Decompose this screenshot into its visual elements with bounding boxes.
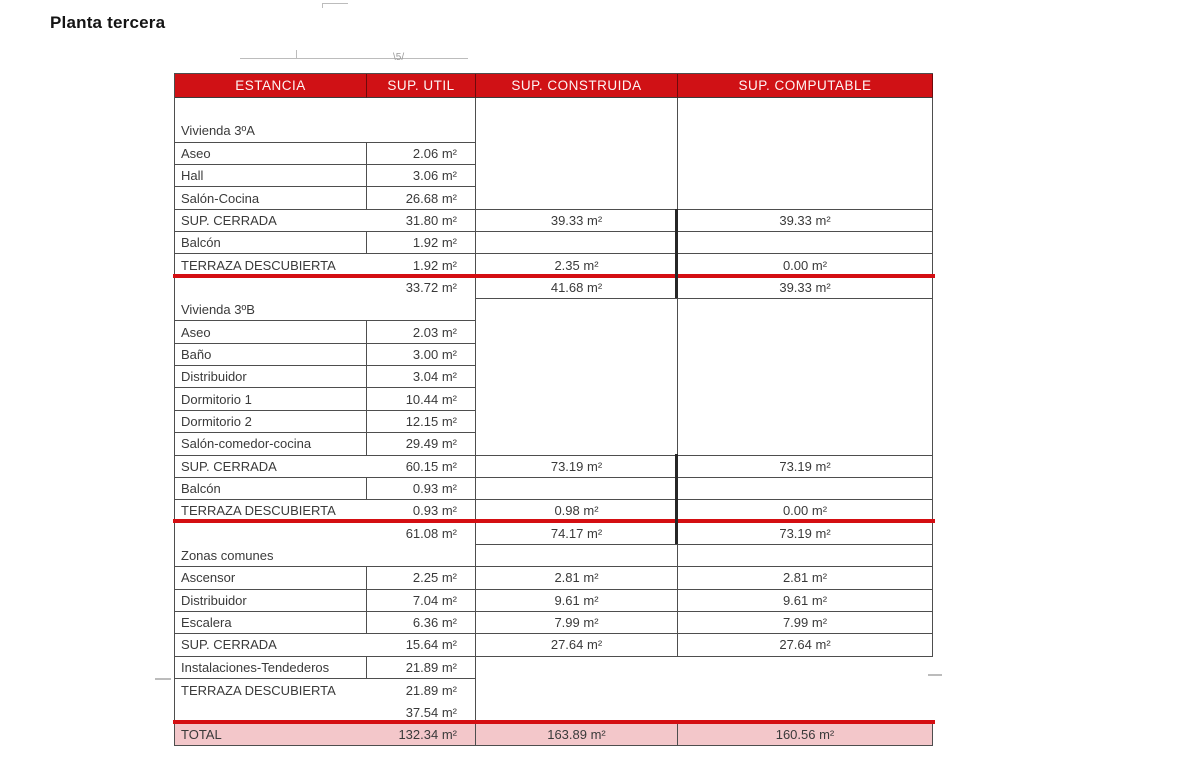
room-label-cell: Escalera <box>175 612 367 634</box>
sup-util-value-cell: 26.68 m² <box>367 187 476 209</box>
row-label: SUP. CERRADA <box>181 458 277 474</box>
section-title: Vivienda 3ºB <box>181 302 255 318</box>
scan-artifact <box>240 58 468 59</box>
sup-util-value-cell: 10.44 m² <box>367 388 476 410</box>
row-label: SUP. CERRADA <box>181 212 277 228</box>
stacked-values <box>406 679 457 724</box>
scan-artifact <box>296 50 297 58</box>
sum-row-cell <box>175 634 476 656</box>
sup-util-value-cell: 1.92 m² <box>367 232 476 254</box>
blank-cell <box>476 545 678 567</box>
scan-artifact: \5/ <box>393 52 405 63</box>
subtotal-and-section-cell <box>175 277 476 322</box>
sup-construida-value-cell: 27.64 m² <box>476 634 678 656</box>
section-title-cell <box>175 98 476 143</box>
column-divider-dark <box>675 454 678 544</box>
room-label-cell: Balcón <box>175 232 367 254</box>
row-label: TERRAZA DESCUBIERTA <box>181 503 336 519</box>
sup-construida-value-cell: 9.61 m² <box>476 590 678 612</box>
total-construida-cell: 163.89 m² <box>476 724 678 746</box>
terraza-tall-cell <box>175 679 476 724</box>
sup-util-value: 15.64 m² <box>405 637 457 653</box>
subtotal-sup-util-value: 33.72 m² <box>405 280 457 296</box>
column-divider-dark <box>675 209 678 298</box>
subtotal-construida-cell: 41.68 m² <box>476 277 678 299</box>
sup-util-value-cell: 12.15 m² <box>367 411 476 433</box>
room-label-cell: Aseo <box>175 321 367 343</box>
blank-cell <box>678 478 933 500</box>
row-label: TERRAZA DESCUBIERTA <box>181 257 336 273</box>
room-label-cell: Baño <box>175 344 367 366</box>
col-header-sup-computable: SUP. COMPUTABLE <box>678 74 933 98</box>
sup-computable-value-cell: 0.00 m² <box>678 500 933 522</box>
sum-row-cell <box>175 210 476 232</box>
room-label-cell: Aseo <box>175 143 367 165</box>
sup-util-value-cell: 29.49 m² <box>367 433 476 455</box>
sup-util-value-cell: 7.04 m² <box>367 590 476 612</box>
sup-util-value: 31.80 m² <box>405 212 457 228</box>
sup-util-value: 0.93 m² <box>412 503 457 519</box>
red-separator-line <box>173 274 935 278</box>
blank-cell <box>678 545 933 567</box>
sup-computable-value-cell: 0.00 m² <box>678 254 933 276</box>
row-label: SUP. CERRADA <box>181 637 277 653</box>
sup-util-value-cell: 3.00 m² <box>367 344 476 366</box>
sup-util-value-cell: 2.03 m² <box>367 321 476 343</box>
total-computable-cell: 160.56 m² <box>678 724 933 746</box>
blank-cell <box>476 478 678 500</box>
room-label-cell: Instalaciones-Tendederos <box>175 657 367 679</box>
total-label: TOTAL <box>181 726 222 742</box>
room-label-cell: Dormitorio 2 <box>175 411 367 433</box>
room-label-cell: Ascensor <box>175 567 367 589</box>
col-header-estancia: ESTANCIA <box>175 74 367 98</box>
blank-cell <box>476 98 678 210</box>
row-label: TERRAZA DESCUBIERTA <box>181 682 336 698</box>
subtotal-sup-util-value: 61.08 m² <box>405 525 457 541</box>
section-title: Vivienda 3ºA <box>181 123 255 139</box>
areas-table <box>174 73 933 746</box>
sup-util-value-cell: 2.06 m² <box>367 143 476 165</box>
sup-construida-value-cell: 39.33 m² <box>476 210 678 232</box>
sup-computable-value-cell: 73.19 m² <box>678 456 933 478</box>
total-row-cell <box>175 724 476 746</box>
open-region-cell <box>476 657 933 724</box>
room-label-cell: Distribuidor <box>175 366 367 388</box>
subtotal-computable-cell: 39.33 m² <box>678 277 933 299</box>
col-header-sup-util: SUP. UTIL <box>367 74 476 98</box>
page-title: Planta tercera <box>50 13 166 32</box>
col-header-sup-construida: SUP. CONSTRUIDA <box>476 74 678 98</box>
sup-computable-value-cell: 7.99 m² <box>678 612 933 634</box>
sup-util-value: 60.15 m² <box>405 458 457 474</box>
room-label-cell: Hall <box>175 165 367 187</box>
sup-computable-value-cell: 9.61 m² <box>678 590 933 612</box>
room-label-cell: Salón-Cocina <box>175 187 367 209</box>
sup-util-value-cell: 6.36 m² <box>367 612 476 634</box>
room-label-cell: Balcón <box>175 478 367 500</box>
sup-construida-value-cell: 0.98 m² <box>476 500 678 522</box>
blank-cell <box>678 299 933 455</box>
sup-util-value-cell: 3.06 m² <box>367 165 476 187</box>
sup-util-value: 1.92 m² <box>412 257 457 273</box>
sup-computable-value-cell: 39.33 m² <box>678 210 933 232</box>
sup-util-value-cell: 3.04 m² <box>367 366 476 388</box>
sup-util-value: 37.54 m² <box>405 704 457 720</box>
sup-util-value-cell: 2.25 m² <box>367 567 476 589</box>
sup-construida-value-cell: 73.19 m² <box>476 456 678 478</box>
scan-artifact <box>322 3 348 4</box>
sup-construida-value-cell: 7.99 m² <box>476 612 678 634</box>
room-label-cell: Dormitorio 1 <box>175 388 367 410</box>
sum-row-cell <box>175 456 476 478</box>
total-sup-util-value: 132.34 m² <box>398 726 457 742</box>
sup-construida-value-cell: 2.35 m² <box>476 254 678 276</box>
subtotal-computable-cell: 73.19 m² <box>678 523 933 545</box>
sup-util-value: 21.89 m² <box>405 682 457 698</box>
subtotal-construida-cell: 74.17 m² <box>476 523 678 545</box>
sup-computable-value-cell: 27.64 m² <box>678 634 933 656</box>
sup-util-value-cell: 0.93 m² <box>367 478 476 500</box>
scan-artifact <box>155 678 171 680</box>
subtotal-and-section-cell <box>175 523 476 568</box>
room-label-cell: Distribuidor <box>175 590 367 612</box>
blank-cell <box>476 299 678 455</box>
blank-cell <box>678 232 933 254</box>
blank-cell <box>476 232 678 254</box>
total-row-top-border <box>173 720 935 724</box>
sup-construida-value-cell: 2.81 m² <box>476 567 678 589</box>
blank-cell <box>678 98 933 210</box>
section-title: Zonas comunes <box>181 547 274 563</box>
room-label-cell: Salón-comedor-cocina <box>175 433 367 455</box>
sup-util-value-cell: 21.89 m² <box>367 657 476 679</box>
scan-artifact <box>322 3 323 8</box>
red-separator-line <box>173 519 935 523</box>
sup-computable-value-cell: 2.81 m² <box>678 567 933 589</box>
